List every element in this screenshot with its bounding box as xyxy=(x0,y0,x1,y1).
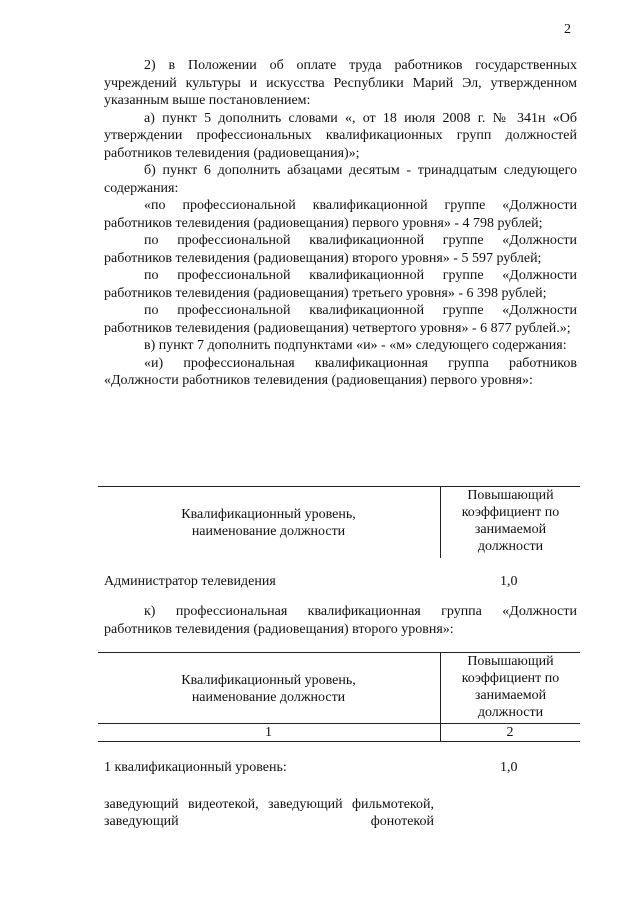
paragraph-9: «и) профессиональная квалификационная группа работников «Должности работников телевидения (радиовещания) первого уровня»: xyxy=(104,355,577,388)
table-2-num-col1: 1 xyxy=(265,725,272,740)
paragraph-2: а) пункт 5 дополнить словами «, от 18 июля 2008 г. № 341н «Об утверждении профессиональных квалификационных групп должностей работников телевидения (радиовещания)»; xyxy=(104,110,577,161)
table-2-positions: заведующий видеотекой, заведующий фильмотекой, заведующий фонотекой xyxy=(104,797,434,829)
body-text-2 xyxy=(104,603,577,638)
table-1-header-col1: Квалификационный уровень, наименование должности xyxy=(181,507,356,539)
table-2-header-col1: Квалификационный уровень, наименование должности xyxy=(181,673,356,705)
table-1-header xyxy=(98,486,580,558)
table-1-header-col2: Повышающий коэффициент по занимаемой должности xyxy=(440,486,580,558)
paragraph-3: б) пункт 6 дополнить абзацами десятым - тринадцатым следующего содержания: xyxy=(104,163,577,196)
paragraph-4: «по профессиональной квалификационной группе «Должности работников телевидения (радиовещания) первого уровня» - 4 798 рублей; xyxy=(104,198,577,231)
table-1-row-value: 1,0 xyxy=(500,574,518,589)
table-2-level-value: 1,0 xyxy=(500,760,518,775)
paragraph-1: 2) в Положении об оплате труда работников государственных учреждений культуры и искусства Республики Марий Эл, утвержденном указанным выше постановлением: xyxy=(104,58,577,108)
table-2-num-col2: 2 xyxy=(506,725,514,740)
table-2 xyxy=(98,652,580,742)
page-number: 2 xyxy=(564,22,571,37)
paragraph-10: к) профессиональная квалификационная группа «Должности работников телевидения (радиовещания) второго уровня»: xyxy=(104,604,577,637)
paragraph-5: по профессиональной квалификационной группе «Должности работников телевидения (радиовещания) второго уровня» - 5 597 рублей; xyxy=(104,233,577,266)
body-text xyxy=(104,57,577,390)
table-2-level-name: 1 квалификационный уровень: xyxy=(104,760,287,775)
paragraph-7: по профессиональной квалификационной группе «Должности работников телевидения (радиовещания) четвертого уровня» - 6 877 рублей.»; xyxy=(104,303,577,336)
table-2-header-col2: Повышающий коэффициент по занимаемой должности xyxy=(440,652,580,742)
table-1-row-name: Администратор телевидения xyxy=(104,574,276,589)
paragraph-8: в) пункт 7 дополнить подпунктами «и» - «м» следующего содержания: xyxy=(144,338,567,353)
paragraph-6: по профессиональной квалификационной группе «Должности работников телевидения (радиовещания) третьего уровня» - 6 398 рублей; xyxy=(104,268,577,301)
